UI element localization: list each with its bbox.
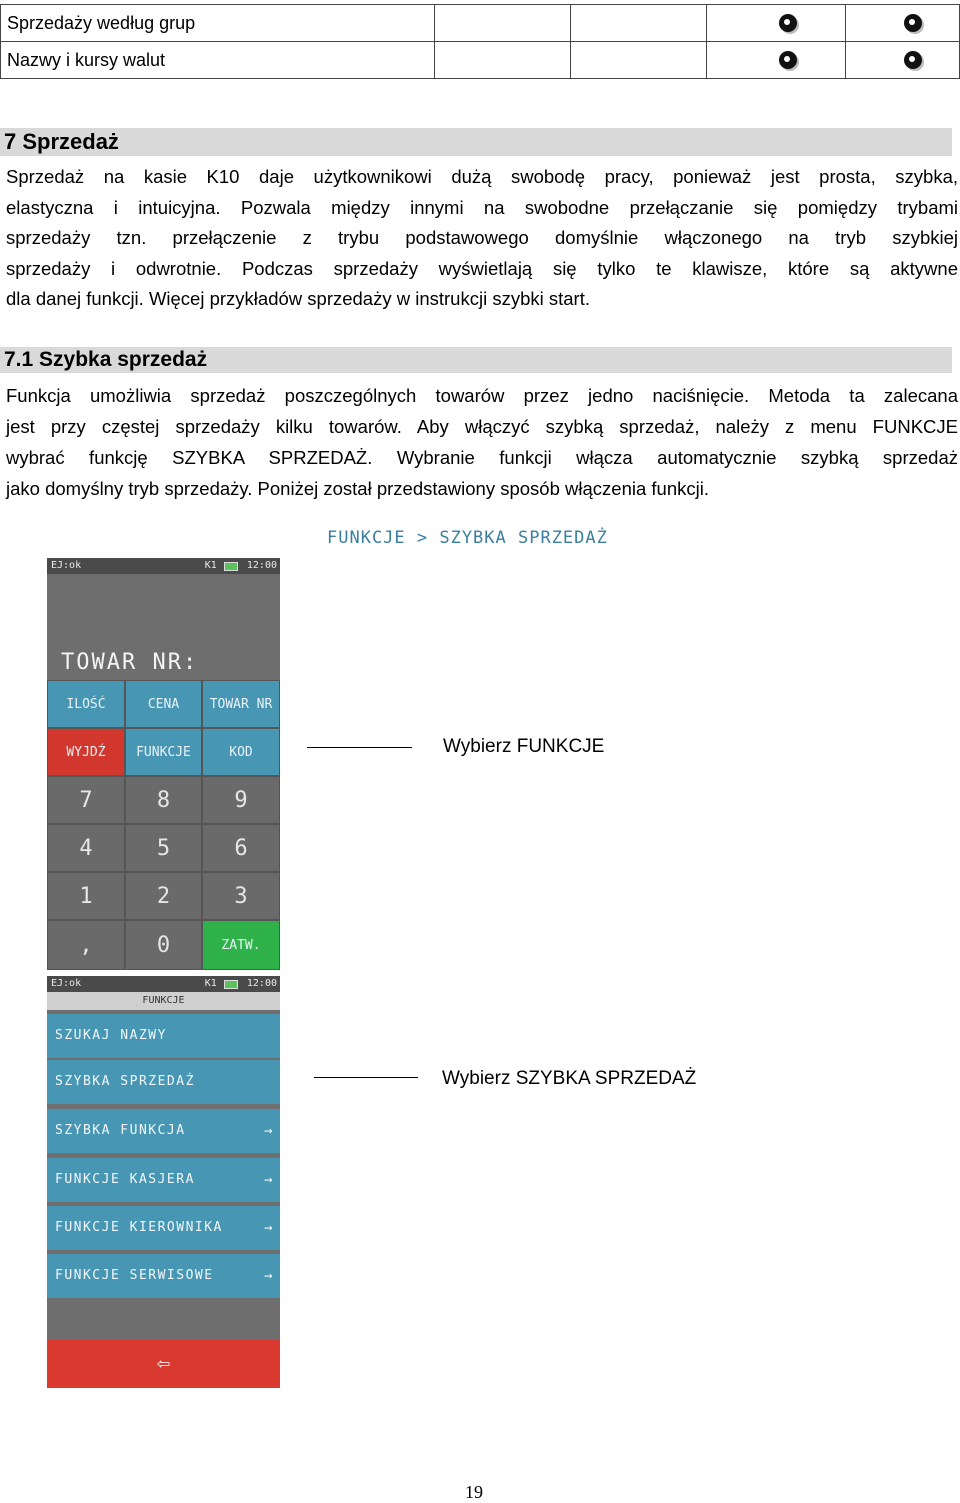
arrow-right-icon: →: [264, 1220, 274, 1236]
back-arrow-icon: ⇦: [156, 1351, 171, 1376]
key-4[interactable]: 4: [47, 824, 125, 872]
key-funkcje[interactable]: FUNKCJE: [125, 728, 202, 776]
callout-label: Wybierz SZYBKA SPRZEDAŻ: [442, 1068, 697, 1089]
callout-line: [314, 1077, 418, 1078]
callout-line: [307, 747, 412, 748]
section-heading: 7 Sprzedaż: [0, 128, 952, 156]
table-row: [1, 5, 960, 42]
table-row: [1, 42, 960, 79]
menu-item-funkcje-serwisowe[interactable]: FUNKCJE SERWISOWE →: [47, 1254, 280, 1298]
menu-item-funkcje-kasjera[interactable]: FUNKCJE KASJERA →: [47, 1158, 280, 1202]
menu-item-szukaj-nazwy[interactable]: SZUKAJ NAZWY: [47, 1014, 280, 1058]
back-button[interactable]: [47, 1340, 280, 1388]
key-comma[interactable]: ,: [47, 920, 125, 970]
arrow-right-icon: →: [264, 1268, 274, 1284]
menu-item-szybka-funkcja[interactable]: SZYBKA FUNKCJA →: [47, 1109, 280, 1153]
key-ilosc[interactable]: ILOŚĆ: [47, 680, 125, 728]
key-towar-nr[interactable]: TOWAR NR: [202, 680, 280, 728]
key-7[interactable]: 7: [47, 776, 125, 824]
menu-item-szybka-sprzedaz[interactable]: SZYBKA SPRZEDAŻ: [47, 1060, 280, 1104]
command-path: FUNKCJE > SZYBKA SPRZEDAŻ: [327, 528, 608, 548]
key-3[interactable]: 3: [202, 872, 280, 920]
arrow-right-icon: →: [264, 1172, 274, 1188]
arrow-right-icon: →: [264, 1123, 274, 1139]
bullet-icon: [904, 14, 922, 32]
key-wyjdz[interactable]: WYJDŹ: [47, 728, 125, 776]
key-cena[interactable]: CENA: [125, 680, 202, 728]
key-zatw[interactable]: ZATW.: [202, 920, 280, 970]
bullet-icon: [779, 14, 797, 32]
status-bar: EJ:ok K1 12:00: [47, 558, 280, 574]
battery-icon: [224, 980, 238, 989]
section-paragraph: Sprzedaż na kasie K10 daje użytkownikowi dużą swobodę pracy, ponieważ jest prosta, szybka, elastyczna i intuicyjna. Pozwala między innymi na swobodne przełączanie się pomiędzy trybami sprzedaży tzn. przełączenie z trybu podstawowego domyślnie włączonego na tryb szybkiej sprzedaży i odwrotnie. Podczas sprzedaży wyświetlają się tylko te klawisze, które są aktywne dla danej funkcji. Więcej przykładów sprzedaży w instrukcji szybki start.: [6, 166, 958, 309]
key-0[interactable]: 0: [125, 920, 202, 970]
battery-icon: [224, 562, 238, 571]
subsection-paragraph: Funkcja umożliwia sprzedaż poszczególnych towarów przez jedno naciśnięcie. Metoda ta zalecana jest przy częstej sprzedaży kilku towarów. Aby włączyć szybką sprzedaż, należy z menu FUNKCJE wybrać funkcję SZYBKA SPRZEDAŻ. Wybranie funkcji włącza automatycznie szybką sprzedaż jako domyślny tryb sprzedaży. Poniżej został przedstawiony sposób włączenia funkcji.: [6, 385, 958, 499]
menu-title: FUNKCJE: [47, 992, 280, 1010]
key-2[interactable]: 2: [125, 872, 202, 920]
status-bar: EJ:ok K1 12:00: [47, 976, 280, 992]
menu-item-funkcje-kierownika[interactable]: FUNKCJE KIEROWNIKA →: [47, 1206, 280, 1250]
key-kod[interactable]: KOD: [202, 728, 280, 776]
key-9[interactable]: 9: [202, 776, 280, 824]
prompt-text: TOWAR NR:: [61, 650, 199, 675]
device-screen-sale: [47, 558, 280, 970]
bullet-icon: [904, 51, 922, 69]
table-cell-name: Sprzedaży według grup: [1, 5, 435, 42]
device-screen-functions: [47, 976, 280, 1388]
callout-label: Wybierz FUNKCJE: [443, 736, 605, 757]
key-1[interactable]: 1: [47, 872, 125, 920]
table-cell-name: Nazwy i kursy walut: [1, 42, 435, 79]
key-5[interactable]: 5: [125, 824, 202, 872]
page-number: 19: [465, 1482, 483, 1502]
bullet-icon: [779, 51, 797, 69]
feature-table: [0, 4, 960, 79]
subsection-heading: 7.1 Szybka sprzedaż: [0, 347, 952, 373]
key-8[interactable]: 8: [125, 776, 202, 824]
key-6[interactable]: 6: [202, 824, 280, 872]
